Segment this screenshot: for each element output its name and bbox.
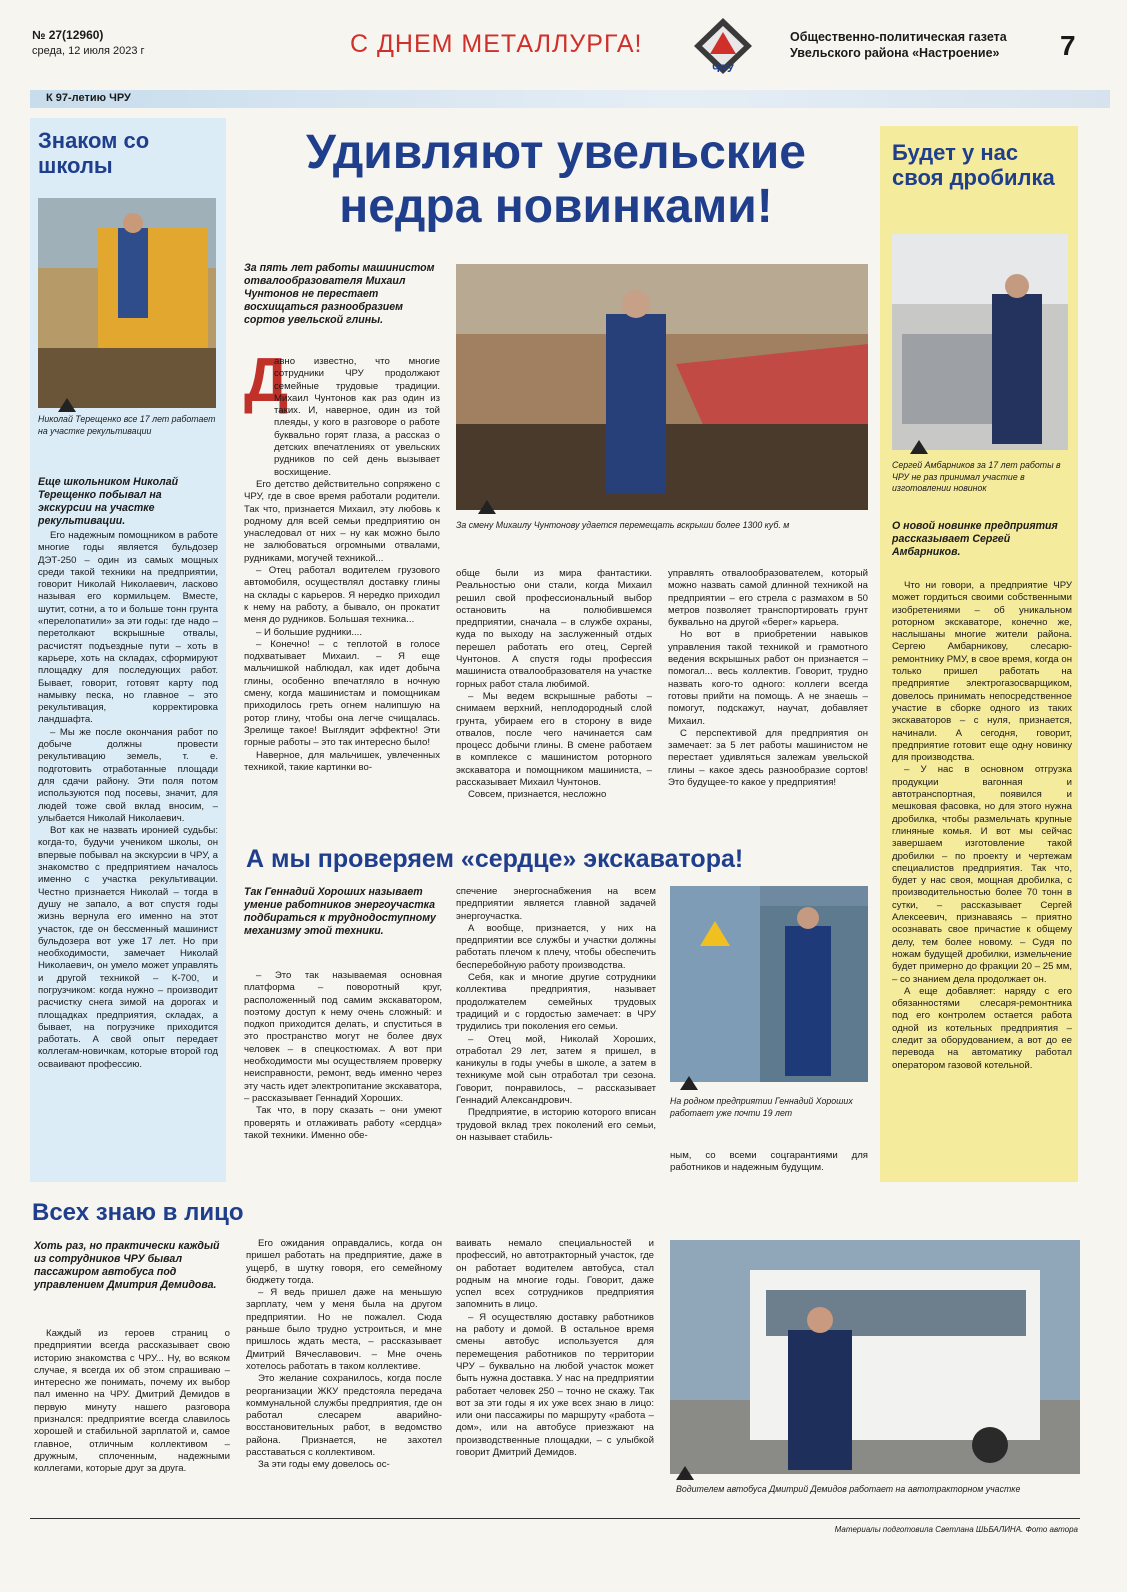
- excavator-paragraph: Себя, как и многие другие сотрудники коллектива предприятия, называет продолжателем семейных трудовых традиций и с гордостью замечает: в ЧРУ трудились три поколения его семьи.: [456, 972, 656, 1033]
- excavator-title: А мы проверяем «сердце» экскаватора!: [246, 845, 744, 873]
- main-paragraph: авно известно, что многие сотрудники ЧРУ продолжают семейные трудовые традиции. Михаил Чунтонов как раз один из таких. И, наверное, один из той плеяды, у кого в разговоре о работе буквально горят глаза, а рассказ о детских впечатлениях от увельских рудников по сей день вызывает восхищение.: [274, 356, 440, 478]
- excavator-paragraph: спечение энергоснабжения на всем предприятии является главной задачей энергоучастка.: [456, 886, 656, 922]
- bus-paragraph: Его ожидания оправдались, когда он пришел работать на предприятие, даже в ущерб, в шутку говоря, его семейному бюджету тогда.: [246, 1238, 442, 1286]
- excavator-paragraph: – Это так называемая основная платформа – поворотный круг, расположенный под самим экскаватором, поэтому доступ к нему очень сложный: и подкоп приходится делать, и спуститься в это пространство могут не более двух человек – в спецкостюмах. А вот при необходимости мы осуществляем проверку неисправности, ремонт, ведь именно через эту часть идет электропитание экскаватора, – рассказывает Геннадий Хороших.: [244, 970, 442, 1104]
- main-lead: За пять лет работы машинистом отвалообразователя Михаил Чунтонов не перестает восхищаться разнообразием сортов увельской глины.: [244, 262, 435, 326]
- bus-col2: [246, 1238, 442, 1472]
- main-paragraph: обще были из мира фантастики. Реальностью они стали, когда Михаил решил свой профессиональный выбор остановить на полюбившемся предприятии, сначала – в службе охраны, куда по выходу на заслуженный отдых перешел работать его отец, Сергей Чунтонов. А спустя годы профессия машиниста отвалообразователя на участке горных работ стала любимой.: [456, 568, 652, 690]
- footer-rule: [30, 1518, 1080, 1519]
- main-paragraph: – Отец работал водителем грузового автомобиля, осуществлял доставку глины на склады с карьеров. Я нередко приходил к нему на работу, а бывало, он прокатит меня до рудников. Большая техника...: [244, 565, 440, 626]
- issue-date: среда, 12 июля 2023 г: [32, 45, 145, 57]
- left-paragraph: Его надежным помощником в работе многие годы является бульдозер ДЭТ-250 – один из самых мощных среди такой техники на предприятии, говорит Николай Николаевич, ласково называя его кормильцем. Вместе, шутит, сотни, а то и больше тонн грунта «перелопатили» за эти годы: где надо – перетолкают вскрышные отвалы, расчистят подъездные пути – хоть в карьере, хоть на складах, сформируют площадку для последующих работ. Бывает, говорит, готовят карту под намывку песка, но главное – это рекультивация, корректировка ландшафта.: [38, 530, 218, 726]
- main-paragraph: Наверное, для мальчишек, увлеченных техникой, такие картинки во-: [244, 749, 440, 773]
- excavator-col1: [244, 970, 442, 1142]
- left-paragraph: Вот как не назвать иронией судьбы: когда-то, будучи учеником школы, он впервые побывал на экскурсии в ЧРУ, а знакомство с предприятием началось именно с участка рекультивации. Честно признается Николай – тогда в душу не запало, а вот спустя годы жизнь вернула его именно на этот участок, где он бессменный машинист бульдозера вот уже 17 лет. Но при необходимости, замечает Николай Николаевич, он умело может управлять и другой техникой – К-700, и погрузчиком: когда нужно – производит расчистку снега зимой на дорогах и площадках предприятия, складах, а бывает, на погрузчике приходится работать. А свой опыт передает коллегам-новичкам, которые второй год осваивают профессию.: [38, 825, 218, 1070]
- logo-icon: [692, 16, 754, 78]
- logo: [692, 16, 754, 78]
- main-paragraph: Его детство действительно сопряжено с ЧРУ, где в свое время работали родители. Так что, признается Михаил, эту любовь к родному для всей семьи предприятию он унаследовал от них – ну как можно было не залюбоваться огромными отвалами, рудниками, могучей техникой...: [244, 478, 440, 564]
- bus-lead: Хоть раз, но практически каждый из сотрудников ЧРУ бывал пассажиром автобуса под управлением Дмитрия Демидова.: [34, 1240, 220, 1291]
- substation-photo: [670, 886, 868, 1082]
- excavator-col3-tail: ным, со всеми соцгарантиями для работников и надежным будущим.: [670, 1150, 868, 1174]
- main-title-line1: Удивляют увельские: [305, 126, 806, 179]
- excavator-paragraph: Предприятие, в историю которого вписан трудовой вклад трех поколений его семьи, он называет стабиль-: [456, 1107, 656, 1143]
- main-paragraph: управлять отвалообразователем, который можно назвать самой длинной техникой на предприятии – его стрела с размахом в 50 метров позволяет транспортировать грунт буквально на другой «берег» карьера.: [668, 568, 868, 629]
- main-paragraph: Совсем, признается, несложно: [468, 789, 607, 801]
- main-col3: [668, 568, 868, 789]
- rubric-bar: [30, 90, 1110, 108]
- main-title-line2: недра новинками!: [339, 180, 773, 233]
- bus-paragraph: ваивать немало специальностей и профессий, но автотракторный участок, где он работает водителем автобуса, стал родным на многие годы. Говорит, даже успел всех сотрудников предприятия запомнить в лицо.: [456, 1238, 654, 1311]
- bus-paragraph: За эти годы ему довелось ос-: [258, 1459, 390, 1471]
- main-paragraph: С перспективой для предприятия он замечает: за 5 лет работы машинистом не перестает удивляться залежам увельской глины – какое здесь разнообразие сортов! Это будущее-то какое у предприятия!: [668, 727, 868, 789]
- main-paragraph: – Конечно! – с теплотой в голосе подхватывает Михаил. – Я еще мальчишкой наблюдал, как идет добыча глины, особенно впечатляло в ночную смену, когда машинистам и помощникам приходилось греть огнем налипшую на ротор глину, чтобы она легче счищалась. Зрелище такое! Выглядит эффектно! Эти горные работы – это так интересно было!: [244, 638, 440, 749]
- right-paragraph: Что ни говори, а предприятие ЧРУ может гордиться своими собственными изобретениями – об уникальном роторном экскаваторе, конечно же, наслышаны многие жители района. Сергею Амбарникову, слесарю-ремонтнику РМУ, в свое время, когда он только пришел работать на предприятие электрогазосварщиком, довелось принимать непосредственное участие в сборке одного из таких экскаваторов – с нуля, признается, начинали. А сегодня, говорит, предприятие готовит еще одну новинку для производства.: [892, 580, 1072, 764]
- right-sidebar: [880, 126, 1078, 1182]
- excavator-operator-photo: [456, 264, 868, 510]
- bus-photo: [670, 1240, 1080, 1474]
- paper-name-line2: Увельского района «Настроение»: [790, 46, 1000, 60]
- main-paragraph: Но вот в приобретении навыков управления такой техникой и грамотного ведения вскрышных работ он признается – помогал... весь коллектив. Говорит, трудно назвать кого-то одного: коллеги всегда готовы прийти на помощь. А не знаешь – помогут, подскажут, научат, добавляет Михаил.: [668, 629, 868, 727]
- left-title: Знаком со школы: [38, 128, 150, 178]
- main-col2: [456, 568, 652, 802]
- crusher-photo: [892, 234, 1068, 450]
- main-paragraph: – И большие рудники....: [256, 626, 363, 638]
- bus-caption: Водителем автобуса Дмитрий Демидов работает на автотракторном участке: [676, 1484, 1021, 1494]
- right-lead: О новой новинке предприятия рассказывает Сергей Амбарников.: [892, 520, 1058, 558]
- paper-name-line1: Общественно-политическая газета: [790, 30, 1007, 44]
- right-body: [892, 580, 1072, 1072]
- bus-paragraph: Это желание сохранилось, когда после реорганизации ЖКУ предстояла передача коммунальной службы предприятия, где он работал слесарем аварийно-восстановительных работ, в ведомство района. Признается, не захотел расставаться с коллективом.: [246, 1373, 442, 1459]
- banner: С ДНЕМ МЕТАЛЛУРГА!: [350, 30, 643, 58]
- main-title: [236, 126, 876, 234]
- svg-text:ЧРУ: ЧРУ: [712, 63, 734, 75]
- bus-title: Всех знаю в лицо: [32, 1199, 244, 1226]
- excavator-caption: На родном предприятии Геннадий Хороших работает уже почти 19 лет: [670, 1096, 853, 1118]
- bus-paragraph: – Я ведь пришел даже на меньшую зарплату, чем у меня была на другом предприятии. Но не пожалел. Сюда раньше было трудно устроиться, и мне пришлось ждать места, – рассказывает Дмитрий Вячеславович. – Мне очень хотелось работать в таком коллективе.: [246, 1287, 442, 1372]
- bus-paragraph: – Я осуществляю доставку работников на работу и домой. В остальное время смены автобус используется для перемещения работников по территории ЧРУ – буквально на любой участок может быть нужна доставка. У нас на предприятии работает человек 250 – точно не скажу. Так вот за эти годы я их уже всех знаю в лицо: или они пассажиры по маршруту «работа – дом», или на автобусе приезжают на производственные площадки, – с улыбкой говорит Дмитрий Демидов.: [456, 1311, 654, 1459]
- left-caption: Николай Терещенко все 17 лет работает на участке рекультивации: [38, 414, 216, 436]
- left-lead: Еще школьником Николай Терещенко побывал на экскурсии на участке рекультивации.: [38, 476, 179, 527]
- bus-paragraph: Каждый из героев страниц о предприятии всегда рассказывает свою историю знакомства с ЧРУ... Ну, во всяком случае, я всегда их об этом спрашиваю – интересно же понимать, почему их выбор пал именно на ЧРУ. Дмитрий Демидов в первую минуту нашего разговора признался: предприятие всегда славилось хорошей и стабильной зарплатой и, самое главное, отличным коллективом – дружным, сплоченным, надежными коллегами, которые друг за друга.: [34, 1328, 230, 1475]
- rubric-label: К 97-летию ЧРУ: [46, 92, 131, 104]
- excavator-col2: [456, 886, 656, 1144]
- right-caption: Сергей Амбарников за 17 лет работы в ЧРУ не раз принимал участие в изготовлении новинок: [892, 460, 1061, 493]
- footer-credit: Материалы подготовила Светлана ШЬБАЛИНА. Фото автора: [834, 1525, 1078, 1534]
- excavator-paragraph: А вообще, признается, у них на предприятии все службы и участки должны работать плечом к плечу, чтобы обеспечить бесперебойную работу производства.: [456, 922, 656, 971]
- main-col1: [244, 356, 440, 774]
- main-caption: За смену Михаилу Чунтонову удается перемещать вскрыши более 1300 куб. м: [456, 520, 790, 530]
- bulldozer-photo: [38, 198, 216, 408]
- header: [0, 0, 1127, 92]
- left-sidebar: [30, 118, 226, 1182]
- right-paragraph: – У нас в основном отгрузка продукции вагонная и автотранспортная, появился и мешковая фасовка, но для этого нужна дробилка, чтобы размельчать крупные глиняные комья. И вот мы сейчас завершаем изготовление такой дробилки – по проекту и чертежам специалистов предприятия. Так что, будет у нас своя, мощная дробилка, с производительностью более 70 тонн в сутки, – рассказывает Сергей Алексеевич, признаваясь – приятно осознавать свое причастие к общему делу, тем более новому. – Судя по ножам будущей дробилки, измельчение будет примерно до фракции 20 – 25 мм, – со знанием дела продолжает он.: [892, 764, 1072, 985]
- excavator-paragraph: – Отец мой, Николай Хороших, отработал 29 лет, затем я пришел, в каникулы в годы учебы в школе, а затем в техникуме мой сын отработал три сезона. Говорит, понравилось, – рассказывает Геннадий Александрович.: [456, 1033, 656, 1107]
- excavator-lead: Так Геннадий Хороших называет умение работников энергоучастка подбираться к труднодоступному механизму этой техники.: [244, 886, 436, 937]
- excavator-paragraph: Так что, в пору сказать – они умеют проверять и отлаживать работу «сердца» такой техники. Именно обе-: [244, 1105, 442, 1141]
- right-paragraph: А еще добавляет: наряду с его обязанностями слесаря-ремонтника под его контролем остается работа одной из котельных предприятия – следит за оборудованием, а вот до ее перевода на автоматику работал оператором газовой котельной.: [892, 985, 1072, 1071]
- bus-col1: [34, 1328, 230, 1476]
- left-body: [38, 530, 218, 1071]
- main-paragraph: – Мы ведем вскрышные работы – снимаем верхний, неплодородный слой грунта, убираем его в сторону в виде отвалов, после чего начинается сам процесс добычи глины. В смене работаем в комплексе с машинистом роторного экскаватора и помощником машиниста, – рассказывает Михаил Чунтонов.: [456, 690, 652, 789]
- right-title: Будет у нас своя дробилка: [892, 140, 1055, 190]
- page-number: 7: [1060, 30, 1076, 61]
- bus-col3: [456, 1238, 654, 1459]
- issue-number: № 27(12960): [32, 28, 104, 42]
- drop-cap: Д: [244, 346, 289, 415]
- left-paragraph: – Мы же после окончания работ по добыче должны провести рекультивацию земель, т. е. подготовить отработанные площади для сдачи району. Эти поля потом используются под посевы, значит, для людей тоже свой вклад вносим, – улыбается Николай Николаевич.: [38, 726, 218, 824]
